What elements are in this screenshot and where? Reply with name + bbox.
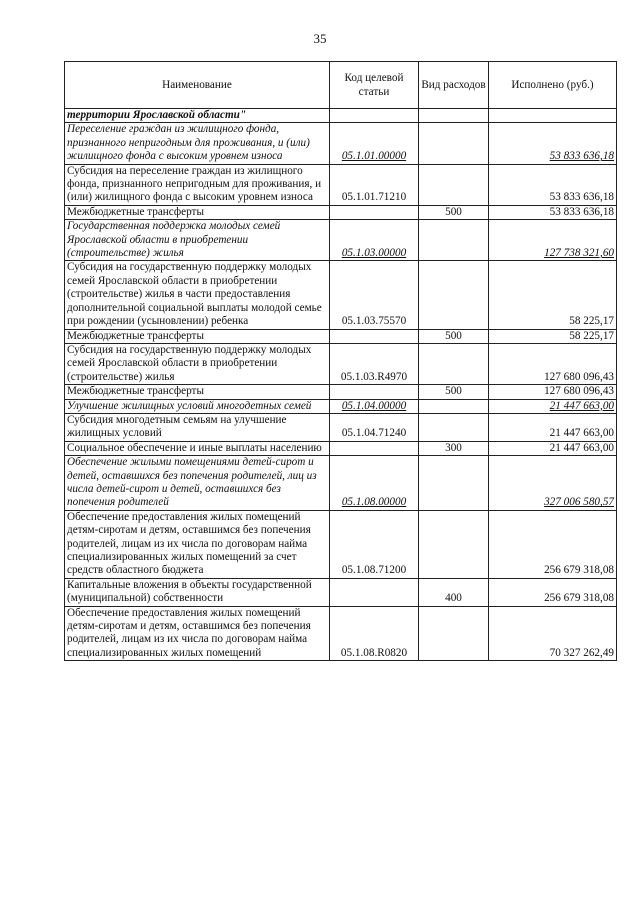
cell-code: 05.1.01.00000: [330, 123, 419, 164]
cell-type: 300: [419, 441, 489, 455]
cell-type: [419, 164, 489, 205]
cell-type: 500: [419, 329, 489, 343]
cell-amount: 21 447 663,00: [489, 413, 617, 441]
table-body: [65, 109, 617, 661]
cell-amount: 53 833 636,18: [489, 164, 617, 205]
cell-code: 05.1.04.71240: [330, 413, 419, 441]
cell-code: [330, 441, 419, 455]
cell-code: [330, 578, 419, 606]
table-row: [65, 413, 617, 441]
cell-type: 500: [419, 205, 489, 219]
cell-name: Субсидия многодетным семьям на улучшение жилищных условий: [65, 413, 330, 441]
table-row: [65, 164, 617, 205]
cell-name: Субсидия на переселение граждан из жилищного фонда, признанного непригодным для проживания, и (или) жилищного фонда с высоким уровнем износа: [65, 164, 330, 205]
cell-name: Переселение граждан из жилищного фонда, признанного непригодным для проживания, и (или) жилищного фонда с высоким уровнем износа: [65, 123, 330, 164]
table-row: [65, 205, 617, 219]
cell-type: [419, 413, 489, 441]
table-row: [65, 385, 617, 399]
cell-type: [419, 343, 489, 384]
table-row: [65, 343, 617, 384]
table-row: [65, 261, 617, 329]
cell-code: [330, 205, 419, 219]
cell-name: Обеспечение предоставления жилых помещений детям-сиротам и детям, оставшимся без попечения родителей, лицам из их числа по договорам найма специализированных жилых помещений: [65, 606, 330, 661]
column-header-amount: Исполнено (руб.): [489, 62, 617, 109]
cell-amount: 256 679 318,08: [489, 578, 617, 606]
cell-amount: 58 225,17: [489, 261, 617, 329]
column-header-type: Вид расходов: [419, 62, 489, 109]
budget-execution-table: [64, 61, 617, 661]
column-header-name: Наименование: [65, 62, 330, 109]
cell-name: Субсидия на государственную поддержку молодых семей Ярославской области в приобретении (строительстве) жилья: [65, 343, 330, 384]
table-row: [65, 220, 617, 261]
table-row: [65, 456, 617, 511]
cell-code: [330, 329, 419, 343]
cell-name: Обеспечение жилыми помещениями детей-сирот и детей, оставшихся без попечения родителей, лиц из числа детей-сирот и детей, оставшихся без попечения родителей: [65, 456, 330, 511]
cell-amount: 327 006 580,57: [489, 456, 617, 511]
cell-code: [330, 109, 419, 123]
table-row: [65, 578, 617, 606]
cell-code: 05.1.03.75570: [330, 261, 419, 329]
cell-type: [419, 456, 489, 511]
cell-amount: 256 679 318,08: [489, 510, 617, 578]
cell-type: [419, 606, 489, 661]
cell-type: [419, 261, 489, 329]
cell-code: [330, 385, 419, 399]
cell-amount: 70 327 262,49: [489, 606, 617, 661]
cell-type: [419, 510, 489, 578]
cell-type: 400: [419, 578, 489, 606]
cell-type: [419, 123, 489, 164]
cell-code: 05.1.01.71210: [330, 164, 419, 205]
cell-code: 05.1.08.R0820: [330, 606, 419, 661]
table-row: [65, 109, 617, 123]
cell-code: 05.1.08.00000: [330, 456, 419, 511]
column-header-code: Код целевой статьи: [330, 62, 419, 109]
cell-name: территории Ярославской области": [65, 109, 330, 123]
table-row: [65, 123, 617, 164]
cell-amount: 127 680 096,43: [489, 385, 617, 399]
cell-amount: [489, 109, 617, 123]
table-row: [65, 606, 617, 661]
cell-amount: 53 833 636,18: [489, 205, 617, 219]
cell-code: 05.1.03.R4970: [330, 343, 419, 384]
cell-amount: 58 225,17: [489, 329, 617, 343]
cell-type: [419, 220, 489, 261]
cell-amount: 127 738 321,60: [489, 220, 617, 261]
cell-name: Социальное обеспечение и иные выплаты населению: [65, 441, 330, 455]
cell-name: Государственная поддержка молодых семей Ярославской области в приобретении (строительстве) жилья: [65, 220, 330, 261]
cell-name: Межбюджетные трансферты: [65, 205, 330, 219]
cell-amount: 21 447 663,00: [489, 399, 617, 413]
cell-code: 05.1.03.00000: [330, 220, 419, 261]
cell-name: Межбюджетные трансферты: [65, 329, 330, 343]
cell-name: Улучшение жилищных условий многодетных семей: [65, 399, 330, 413]
cell-code: 05.1.08.71200: [330, 510, 419, 578]
table-row: [65, 441, 617, 455]
table-row: [65, 399, 617, 413]
cell-type: 500: [419, 385, 489, 399]
cell-code: 05.1.04.00000: [330, 399, 419, 413]
cell-amount: 127 680 096,43: [489, 343, 617, 384]
page-number: 35: [313, 31, 327, 46]
cell-type: [419, 109, 489, 123]
cell-type: [419, 399, 489, 413]
cell-amount: 53 833 636,18: [489, 123, 617, 164]
cell-amount: 21 447 663,00: [489, 441, 617, 455]
cell-name: Субсидия на государственную поддержку молодых семей Ярославской области в приобретении (строительстве) жилья в части предоставления дополнительной социальной выплаты молодой семье при рождении (усыновлении) ребенка: [65, 261, 330, 329]
cell-name: Обеспечение предоставления жилых помещений детям-сиротам и детям, оставшимся без попечения родителей, лицам из их числа по договорам найма специализированных жилых помещений за счет средств областного бюджета: [65, 510, 330, 578]
table-row: [65, 510, 617, 578]
cell-name: Капитальные вложения в объекты государственной (муниципальной) собственности: [65, 578, 330, 606]
table-header-row: [65, 62, 617, 109]
cell-name: Межбюджетные трансферты: [65, 385, 330, 399]
table-row: [65, 329, 617, 343]
